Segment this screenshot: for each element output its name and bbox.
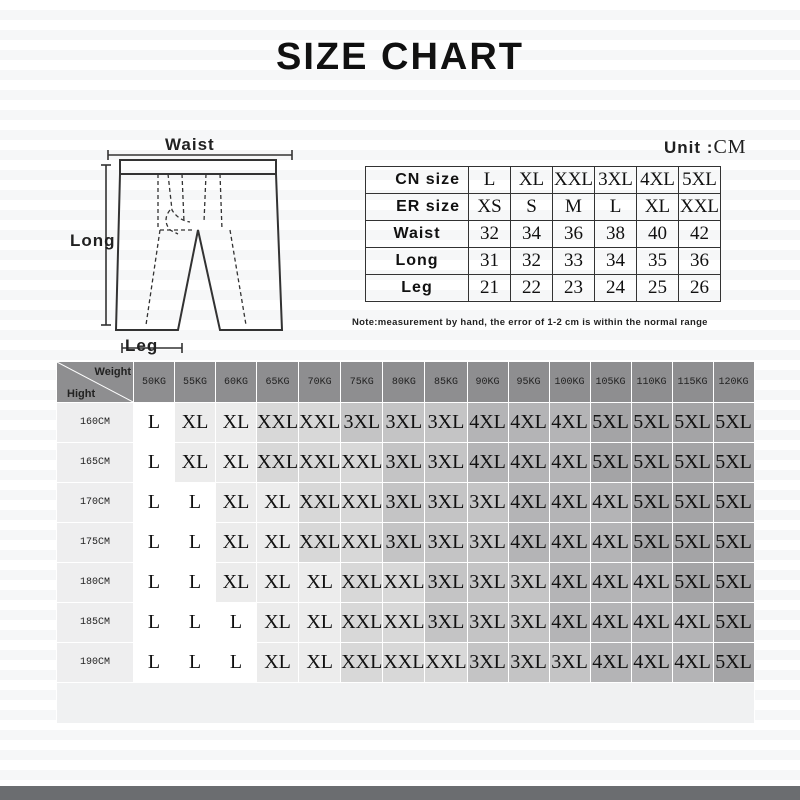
- size-cell: 5XL: [713, 523, 754, 563]
- size-cell: 5XL: [713, 643, 754, 683]
- size-cell: XL: [175, 443, 216, 483]
- size-cell: 3XL: [383, 523, 425, 563]
- conversion-cell: 25: [637, 275, 679, 302]
- conversion-cell: 40: [637, 221, 679, 248]
- size-cell: XXL: [299, 523, 341, 563]
- size-cell: L: [134, 643, 175, 683]
- conversion-cell: XS: [469, 194, 511, 221]
- size-cell: XL: [216, 483, 257, 523]
- waist-label: Waist: [165, 135, 215, 154]
- size-cell: 5XL: [672, 563, 713, 603]
- weight-header: 60KG: [216, 362, 257, 403]
- size-cell: XXL: [341, 483, 383, 523]
- size-cell: 3XL: [467, 643, 508, 683]
- size-cell: 4XL: [590, 523, 631, 563]
- conversion-cell: 36: [679, 248, 721, 275]
- size-cell: 4XL: [590, 563, 631, 603]
- size-cell: XXL: [383, 603, 425, 643]
- conversion-cell: XL: [637, 194, 679, 221]
- blank-row: [57, 683, 755, 724]
- conversion-row-label: Leg: [366, 275, 469, 302]
- size-cell: XL: [216, 563, 257, 603]
- measurement-note: Note:measurement by hand, the error of 1-2 cm is within the normal range: [352, 317, 708, 328]
- conversion-cell: 36: [553, 221, 595, 248]
- conversion-cell: 23: [553, 275, 595, 302]
- size-cell: 3XL: [425, 563, 467, 603]
- unit-value: CM: [713, 136, 747, 158]
- size-cell: XL: [299, 603, 341, 643]
- size-cell: 4XL: [672, 643, 713, 683]
- conversion-cell: XL: [511, 167, 553, 194]
- size-cell: 3XL: [508, 643, 549, 683]
- size-cell: L: [134, 403, 175, 443]
- blank-cell: [57, 683, 755, 724]
- weight-header: 105KG: [590, 362, 631, 403]
- size-cell: 3XL: [383, 443, 425, 483]
- size-cell: 5XL: [672, 403, 713, 443]
- size-cell: 4XL: [631, 563, 672, 603]
- conversion-cell: 4XL: [637, 167, 679, 194]
- size-cell: 3XL: [425, 443, 467, 483]
- size-cell: 5XL: [590, 443, 631, 483]
- size-cell: XXL: [425, 643, 467, 683]
- weight-header: 70KG: [299, 362, 341, 403]
- size-cell: 3XL: [383, 403, 425, 443]
- size-cell: 3XL: [467, 603, 508, 643]
- size-cell: 4XL: [549, 523, 590, 563]
- unit-prefix: Unit :: [664, 138, 714, 157]
- corner-height-label: Hight: [67, 388, 96, 400]
- size-cell: 3XL: [467, 483, 508, 523]
- size-row: [57, 523, 755, 563]
- size-cell: 3XL: [425, 523, 467, 563]
- size-row: [57, 563, 755, 603]
- size-cell: 4XL: [508, 443, 549, 483]
- conversion-cell: 35: [637, 248, 679, 275]
- size-cell: L: [175, 483, 216, 523]
- conversion-cell: 32: [511, 248, 553, 275]
- conversion-cell: 34: [511, 221, 553, 248]
- weight-header: 80KG: [383, 362, 425, 403]
- conversion-cell: 32: [469, 221, 511, 248]
- weight-header: 110KG: [631, 362, 672, 403]
- weight-header: 55KG: [175, 362, 216, 403]
- conversion-cell: XXL: [679, 194, 721, 221]
- size-cell: 5XL: [631, 523, 672, 563]
- size-cell: XL: [257, 483, 299, 523]
- size-cell: 3XL: [425, 483, 467, 523]
- size-row: [57, 443, 755, 483]
- size-cell: 4XL: [590, 603, 631, 643]
- conversion-cell: 21: [469, 275, 511, 302]
- height-header: 185CM: [57, 603, 134, 643]
- size-cell: 5XL: [672, 483, 713, 523]
- weight-header: 50KG: [134, 362, 175, 403]
- size-cell: XL: [257, 603, 299, 643]
- size-cell: L: [175, 603, 216, 643]
- grid-header-row: [57, 362, 755, 403]
- size-cell: 4XL: [631, 603, 672, 643]
- leg-label: Leg: [125, 336, 159, 355]
- size-cell: XXL: [341, 563, 383, 603]
- size-row: [57, 403, 755, 443]
- size-cell: XXL: [257, 443, 299, 483]
- size-cell: L: [175, 563, 216, 603]
- size-cell: 4XL: [549, 563, 590, 603]
- conversion-row-label: ER size: [366, 194, 469, 221]
- height-header: 165CM: [57, 443, 134, 483]
- size-cell: XL: [257, 643, 299, 683]
- size-cell: L: [134, 603, 175, 643]
- height-header: 160CM: [57, 403, 134, 443]
- weight-header: 65KG: [257, 362, 299, 403]
- corner-weight-label: Weight: [94, 366, 131, 378]
- size-cell: XL: [299, 563, 341, 603]
- size-cell: 3XL: [383, 483, 425, 523]
- size-cell: L: [134, 523, 175, 563]
- conversion-cell: 33: [553, 248, 595, 275]
- size-cell: 5XL: [631, 403, 672, 443]
- conversion-cell: L: [595, 194, 637, 221]
- height-header: 175CM: [57, 523, 134, 563]
- size-cell: L: [175, 643, 216, 683]
- size-cell: 5XL: [713, 443, 754, 483]
- size-cell: XL: [257, 523, 299, 563]
- size-cell: L: [134, 483, 175, 523]
- size-cell: L: [134, 443, 175, 483]
- conversion-cell: 34: [595, 248, 637, 275]
- conversion-row: [366, 275, 721, 302]
- size-cell: XL: [216, 523, 257, 563]
- size-cell: 5XL: [590, 403, 631, 443]
- size-cell: 4XL: [672, 603, 713, 643]
- conversion-cell: 38: [595, 221, 637, 248]
- weight-header: 90KG: [467, 362, 508, 403]
- size-cell: 3XL: [508, 603, 549, 643]
- size-row: [57, 643, 755, 683]
- size-cell: 4XL: [549, 403, 590, 443]
- size-cell: 4XL: [467, 403, 508, 443]
- conversion-row-label: Waist: [366, 221, 469, 248]
- size-cell: 5XL: [631, 483, 672, 523]
- weight-header: 100KG: [549, 362, 590, 403]
- conversion-table: [365, 166, 721, 302]
- size-cell: 3XL: [341, 403, 383, 443]
- size-cell: XXL: [341, 523, 383, 563]
- size-cell: 4XL: [590, 483, 631, 523]
- size-cell: 3XL: [467, 523, 508, 563]
- size-cell: 5XL: [713, 403, 754, 443]
- long-label: Long: [70, 231, 116, 250]
- page-title: SIZE CHART: [276, 36, 524, 78]
- size-cell: 4XL: [549, 443, 590, 483]
- height-header: 180CM: [57, 563, 134, 603]
- size-cell: 5XL: [672, 523, 713, 563]
- size-cell: XL: [175, 403, 216, 443]
- size-cell: XXL: [257, 403, 299, 443]
- size-cell: 3XL: [425, 403, 467, 443]
- conversion-cell: XXL: [553, 167, 595, 194]
- height-header: 190CM: [57, 643, 134, 683]
- conversion-row: [366, 194, 721, 221]
- size-cell: 4XL: [590, 643, 631, 683]
- conversion-row: [366, 248, 721, 275]
- height-header: 170CM: [57, 483, 134, 523]
- grid-corner: [57, 362, 134, 403]
- conversion-cell: 5XL: [679, 167, 721, 194]
- size-cell: XL: [216, 403, 257, 443]
- conversion-row: [366, 221, 721, 248]
- weight-header: 115KG: [672, 362, 713, 403]
- size-cell: XXL: [341, 643, 383, 683]
- footer-bar: [0, 786, 800, 800]
- size-cell: 5XL: [713, 603, 754, 643]
- size-cell: XXL: [341, 603, 383, 643]
- conversion-cell: 42: [679, 221, 721, 248]
- size-cell: 4XL: [467, 443, 508, 483]
- size-cell: 3XL: [467, 563, 508, 603]
- size-cell: XXL: [383, 563, 425, 603]
- shorts-diagram: [60, 130, 320, 360]
- size-cell: L: [216, 643, 257, 683]
- size-cell: 5XL: [713, 563, 754, 603]
- size-cell: 4XL: [549, 603, 590, 643]
- size-cell: XXL: [299, 483, 341, 523]
- size-row: [57, 483, 755, 523]
- size-cell: 3XL: [425, 603, 467, 643]
- weight-header: 120KG: [713, 362, 754, 403]
- size-cell: XL: [299, 643, 341, 683]
- size-cell: L: [175, 523, 216, 563]
- weight-header: 75KG: [341, 362, 383, 403]
- size-cell: 4XL: [508, 403, 549, 443]
- conversion-cell: 3XL: [595, 167, 637, 194]
- conversion-cell: L: [469, 167, 511, 194]
- conversion-cell: S: [511, 194, 553, 221]
- size-cell: 3XL: [549, 643, 590, 683]
- conversion-cell: 31: [469, 248, 511, 275]
- size-cell: XL: [216, 443, 257, 483]
- weight-header: 85KG: [425, 362, 467, 403]
- conversion-cell: 22: [511, 275, 553, 302]
- size-cell: XXL: [299, 403, 341, 443]
- conversion-row-label: CN size: [366, 167, 469, 194]
- size-cell: L: [134, 563, 175, 603]
- conversion-cell: 24: [595, 275, 637, 302]
- conversion-row: [366, 167, 721, 194]
- size-cell: L: [216, 603, 257, 643]
- size-cell: 4XL: [631, 643, 672, 683]
- size-row: [57, 603, 755, 643]
- conversion-cell: 26: [679, 275, 721, 302]
- size-cell: 5XL: [672, 443, 713, 483]
- conversion-cell: M: [553, 194, 595, 221]
- size-cell: XXL: [383, 643, 425, 683]
- size-cell: XXL: [299, 443, 341, 483]
- size-cell: XL: [257, 563, 299, 603]
- weight-header: 95KG: [508, 362, 549, 403]
- size-grid: [56, 361, 755, 724]
- size-cell: XXL: [341, 443, 383, 483]
- size-cell: 3XL: [508, 563, 549, 603]
- conversion-row-label: Long: [366, 248, 469, 275]
- size-cell: 4XL: [508, 483, 549, 523]
- size-cell: 4XL: [549, 483, 590, 523]
- unit-label: [664, 136, 747, 159]
- size-cell: 4XL: [508, 523, 549, 563]
- size-cell: 5XL: [631, 443, 672, 483]
- size-cell: 5XL: [713, 483, 754, 523]
